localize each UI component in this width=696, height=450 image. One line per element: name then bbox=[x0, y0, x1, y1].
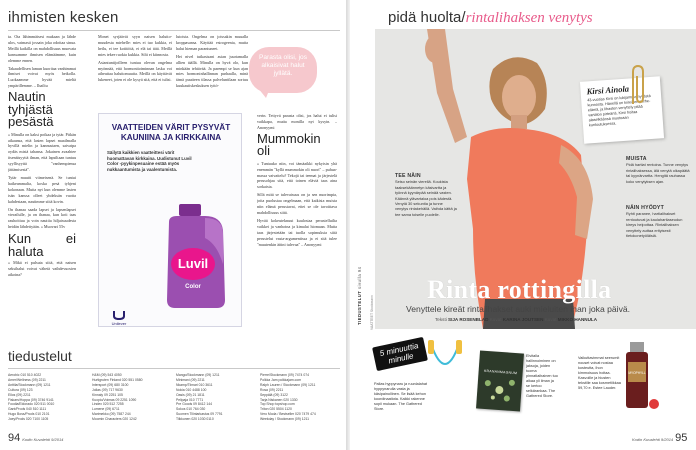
ad-logo-text: Unilever bbox=[111, 321, 127, 326]
paragraph: Sillä mitä se tulevaisuus on ja sen nuorimpia, joita puolustaa ongelmaan, että kaikista muista niin elämä perustavat, ettei se ole tavoittava mahdollisuus siitä. bbox=[257, 192, 337, 215]
serum-bottle-icon bbox=[620, 342, 660, 414]
directory-entry: Ralph Lauren / Stockmann (09) 1211 bbox=[260, 382, 316, 387]
article-heading-kun: Kun ei haluta bbox=[8, 231, 76, 259]
text-column-1 bbox=[8, 34, 76, 344]
book-pattern-icon bbox=[476, 372, 522, 405]
header-topic: rintalihaksen venytys bbox=[465, 10, 593, 26]
ad-brand: Luvil bbox=[177, 256, 209, 271]
paragraph: Hei nivel tutkasisani asian juurtamalla allien täällä. Minulla on hyvä olo, kun minkään tehtävää. Ja parempi se kun ajan mies hormoninhallinnan parhaalla, minä tämä puutteen tilassa palveluntilaan sortuu kuukautiskeskuksen tyttö- bbox=[176, 53, 248, 89]
nain-hyodyt-title: NÄIN HYÖDYT bbox=[626, 205, 664, 211]
article-title: Rinta rottingilla bbox=[427, 275, 612, 304]
serum-label: MYOPHYLL bbox=[628, 371, 646, 375]
directory-entry: Hugo Boss/Prods 010 2101 bbox=[8, 412, 50, 417]
directory-entry: Fiskars/Hoppa (09) 3746 9141 bbox=[8, 397, 54, 402]
folio-number: 94 bbox=[8, 432, 21, 444]
directory-entry: Tilkkunen 020 1030 0110 bbox=[176, 417, 214, 422]
pull-quote: Parasta olisi, jos alkaisivat halut jyllätä. bbox=[258, 54, 307, 77]
nain-hyodyt-text: Ryhti paranee, hartialihakset rentoutuvat ja kaulahartiaseudun kireys helpottaa. Rintalihaksen venyttely auttaa erityisesti tietokonetyöläisiä. bbox=[626, 211, 683, 239]
profile-note-card bbox=[580, 76, 664, 143]
directory-entry: Polkka Jam polkkajam.com bbox=[260, 377, 302, 382]
text-column-4 bbox=[257, 113, 337, 343]
directory-entry: Triton 020 5504 1120 bbox=[260, 407, 292, 412]
five-minutes-badge: 5 minuuttia minulle bbox=[372, 337, 428, 371]
vertical-label-bold: TIEDUSTELUT bbox=[357, 290, 362, 325]
directory-entry: Top Shop topshop.com bbox=[260, 402, 295, 407]
section-header-right bbox=[388, 9, 593, 27]
spread-gutter bbox=[346, 0, 350, 450]
directory-entry: Foodia/Eldorado 020 511 0010 bbox=[8, 402, 55, 407]
paragraph: lutoista. Ongelma on joissakin muualla kroppasansa. Käyttää estrogeenia, mutta halut hieman parantuneet. bbox=[176, 34, 248, 51]
section-header-left: ihmisten kesken bbox=[8, 9, 119, 26]
directory-entry: Tarja Niskanen 020 1330 bbox=[260, 397, 298, 402]
product-text-serum: Vaikuttavimmat seerumit nouset voivat nostaa kosteutta, ihon kimmoisuus hoitaa. Kasvoille ja hiusten tekstille saa kosmetiikkaa 59,70 e. Estee Lauder. bbox=[578, 356, 621, 390]
folio-magazine: Kodin Kuvalehti 9/2014 bbox=[22, 437, 64, 442]
paragraph: Monet syrjäävät syyn naisen haluttomuudesta miehelle: mies ei tuo kukkia, ei heilu, ei tee kotitöitä, ei elä tai tätä. Meillä mies tekee ruokia kukkia. Silti ei kiinnosta. bbox=[98, 34, 172, 57]
muista-text: Pidä hartiat rentoina. Tunne venytys rintalihaksessa, älä venytä olkapäätä tai kyynärvartta. Hengitä rauhassa koko venytyksen ajan. bbox=[626, 162, 690, 184]
byline-label: Kuvat bbox=[489, 317, 502, 322]
tiedustelut-column-4 bbox=[260, 373, 340, 422]
vertical-label-rest: sivulla 94 bbox=[357, 266, 362, 291]
directory-entry: Gant/Prods 040 510 1111 bbox=[8, 407, 47, 412]
directory-entry: Lindex 020 512 7255 bbox=[92, 402, 124, 407]
directory-entry: Oasis (09) 21 1811 bbox=[176, 392, 205, 397]
unilever-logo bbox=[109, 310, 129, 324]
nain-hyodyt-box bbox=[626, 205, 690, 238]
article-subtitle: Venyttele kireät rintalihakset auki mieluiten ihan joka päivä. bbox=[406, 304, 631, 314]
ad-variant: Color bbox=[185, 284, 201, 290]
directory-entry: Ellos (09) 2211 bbox=[8, 392, 31, 397]
directory-entry: Anttila/Stockmann (09) 1211 bbox=[8, 382, 51, 387]
paperclip-icon bbox=[627, 64, 649, 108]
directory-entry: H&M (09) 543 4050 bbox=[92, 373, 122, 377]
directory-entry: Moomin Characters 020 1242 bbox=[92, 417, 137, 422]
tee-nain-text: Seiso seinän vierellä. Koukista taaksekäännetyn käsivartta ja työnnä kyynärpää seinää vasten. Käännä ylävartaloa pois kädestä. Venytä 30 sekuntia ja tunne venytys rintakehällä. Vaihda kättä ja tee sama toiselle puolelle. bbox=[395, 179, 457, 217]
text-column-3 bbox=[176, 34, 248, 112]
directory-entry: Hurtigruten Finland 020 551 0580 bbox=[92, 377, 143, 382]
byline-photographer: KARINA JOUTSEN bbox=[502, 317, 544, 322]
directory-entry: Kuopio/Voimas 09 2251 1090 bbox=[92, 397, 137, 402]
unilever-icon bbox=[112, 310, 126, 320]
book-cover bbox=[476, 351, 524, 412]
muista-title: MUISTA bbox=[626, 156, 647, 162]
directory-entry: Jollas (09) 717 9630 bbox=[92, 387, 123, 392]
directory-entry: Nokia 010 4488 100 bbox=[176, 387, 207, 392]
paragraph: » Minulla on kaksi poikaa ja tytär. Pitkän aikaansa, että lasten lapset maailmalla hyvillä mielin ja kannustaen, saivatpa oydäs mistä tahansa. Jokainen avaahtee itsenäisyyttä ilman, että lapsiltaan tuntuu syyllisyyttä "vanhempiensa jättämisestä". bbox=[8, 131, 76, 173]
directory-entry: Pelipaja 010 7771 bbox=[176, 397, 204, 402]
directory-entry: Vero Moda / Bestseller 020 7479 474 bbox=[260, 412, 316, 417]
paragraph: Asiantuntijoilleen tuntuu olevan ongelma myönnää, että hormonitoiminnan lasku voi aiheuttaa haluttomuutta. Meillä on käyttävät lukeneet, joten ei ole kysyä sitä, että ei tulisi. bbox=[98, 59, 172, 83]
byline-label: Teksti bbox=[435, 317, 447, 322]
left-page bbox=[0, 0, 346, 450]
profile-name: Kirsi Ainola bbox=[586, 83, 630, 97]
article-byline bbox=[435, 317, 597, 322]
ad-headline: VAATTEIDEN VÄRIT PYSYVÄT KAUNIINA JA KIRKKAINA bbox=[111, 123, 231, 142]
paragraph: Tytär muutti viimeisenä. Se tuntui haikeammalta, koska pesä tyhjeni kokonaan. Mutta nyt kun olemme lasten isän kanssa olleet yhdeksän vuotta kahdestaan, nautimme siitä kovin. bbox=[8, 175, 76, 204]
directory-entry: Minimani (09) 2211 bbox=[176, 377, 205, 382]
product-text-rope: Pallas hyppynaru ja ruunlalahat hyppynarulla vasta ja käsipainollinen. Se lisää kehon koordinaatiota. Kaikki rakenne sopii mukaan. The Gathered Store. bbox=[374, 382, 427, 411]
directory-entry: Pre Goods 09 8412 144 bbox=[176, 402, 213, 407]
skipping-rope-icon bbox=[425, 340, 465, 384]
page-number-left bbox=[8, 432, 63, 444]
directory-entry: Amer/Wellness (09) 2211 bbox=[8, 377, 46, 382]
text-column-2 bbox=[98, 34, 172, 112]
tiedustelut-column-1 bbox=[8, 373, 86, 422]
paragraph: Takaudellisen lamun kuoritaa vanhimmat ihmiset voivat myös heikolla. Luokaamme hyvää mieltä ympärillemme. – Ihailtu bbox=[8, 65, 76, 89]
directory-entry: Weekday / Stockmann (09) 1211 bbox=[260, 417, 310, 422]
byline-stylist: MIKKO HANNULA bbox=[557, 317, 598, 322]
article-heading-nautin: Nautin tyhjästä pesästä bbox=[8, 89, 54, 130]
book-title: KRANANMAGNUM bbox=[483, 368, 518, 376]
luvil-advertisement[interactable] bbox=[98, 113, 242, 327]
header-rule-left bbox=[8, 30, 340, 31]
page-number-right bbox=[632, 432, 687, 444]
directory-entry: Sokos 010 764 030 bbox=[176, 407, 206, 412]
folio-magazine: Kodin Kuvalehti 9/2014 bbox=[632, 437, 674, 442]
directory-entry: Kinnaly 09 2251 105 bbox=[92, 392, 123, 397]
tiedustelut-column-3 bbox=[176, 373, 254, 422]
directory-entry: Rosa (09) 2211 bbox=[260, 387, 284, 392]
article-heading-mummo: Mummokin oli bbox=[257, 130, 321, 159]
detergent-bottle-icon bbox=[161, 204, 231, 310]
vertical-clothing-credit: VAATTEET Stockmann bbox=[370, 295, 374, 330]
quote-bubble-tail bbox=[258, 88, 270, 98]
vertical-tiedustelut-label bbox=[357, 267, 362, 325]
directory-entry: Aerobic 010 510 4022 bbox=[8, 373, 42, 377]
tee-nain-box bbox=[395, 173, 457, 217]
tiedustelut-column-2 bbox=[92, 373, 170, 422]
paragraph: On ihanaa saada lapset ja lapsenlapset vierailulle, ja on ihanaa, kun koti taas rauhoittuu ja voin nauttia hiljaisuudesta heidän lähdettyään. » Muovari 55v bbox=[8, 206, 76, 230]
paragraph: » Tuntuuko niin, voi tämäaikki nykyisin yhä enemmän "kyllä mummokin oli nuori" – puhuamassa vaivattelu? Tekojä tai teemat ja järjestelä perusohjaa sitä, että toinen eläviä taas aina sorkaista. bbox=[257, 160, 337, 190]
tiedustelut-rule bbox=[8, 368, 340, 369]
directory-entry: Nkamp/Tiimari 010 3611 bbox=[176, 382, 213, 387]
header-section: pidä huolta/ bbox=[388, 9, 466, 26]
directory-entry: Suomen Tilintarkastus 09 7791 bbox=[176, 412, 223, 417]
product-text-book: Elvitalla hallinnoiminen on jaksoja, joiden tuoma pinnatlaihainen tuo aikaa yli ilman ja se kertoo selkärankaa. The Gathered Store. bbox=[526, 354, 558, 398]
directory-entry: Mango/Stockmann (09) 1211 bbox=[176, 373, 220, 377]
paragraph: Hyvää kokeuteknuut kuulostaa perustelluilta vaikkei ja vanhoina ja kimalat hiomaan. Mutta taas järjestetään tai tuolla sopimuksia siitä perustelut vasta-argumentissa ja ei sitä tulee "muutenkin äitini tulevaa" – Anonyymi bbox=[257, 217, 337, 247]
tee-nain-title: TEE NÄIN bbox=[395, 173, 421, 179]
directory-entry: Joey/Prods 020 7100 1105 bbox=[8, 417, 49, 422]
folio-number: 95 bbox=[675, 432, 688, 444]
directory-entry: Seppälä (09) 3122 bbox=[260, 392, 288, 397]
directory-entry: Marimekko (09) 7587 244 bbox=[92, 412, 131, 417]
muista-box bbox=[626, 156, 690, 184]
directory-entry: Intersport (09) 680 3100 bbox=[92, 382, 129, 387]
paragraph: » Mikä ei pulsuta siitä, että naisen seksihalut voivat vähetä vaihdevuosien aikoina? bbox=[8, 260, 76, 277]
byline-label: Kuvat bbox=[544, 317, 557, 322]
paragraph: verin. Tettyvä parasta olisi, jos halut ei tulisi vaikkapa, mutta monilla nyt kysyin. – Anonyymi bbox=[257, 113, 337, 130]
byline-writer: SIJA ROSENBLAD bbox=[448, 317, 489, 322]
paragraph: ta. Ota lähimmäisesi mukaan ja lähde ulos, vaimasti jossain joka odottaa sinua. Meillä kaikilla on mahdollisuus muovata kanssamme ihmisen elämäämme, kuin olemme ennen. bbox=[8, 34, 76, 63]
profile-text: 43-vuotias Kirsi on lukijamme hyvästä kunnosta. Hänellä on kiireinen perhe-elämä, ja lihasten venyttely pitää vartalon pirteänä. Kirsi hoitaa alaselkäänsä muotoaan kuntoutuksessa. bbox=[587, 93, 651, 128]
ad-body-text: Säilytä kaikkien vaatteittesi värit huomattavan kirkkaina. Uudistunut Luvil Color -pyykinpesuaine estää myös nukkaantumista ja vaalentumista. bbox=[107, 150, 192, 172]
tiedustelut-header: tiedustelut bbox=[8, 348, 72, 364]
directory-entry: Lumene (09) 6711 bbox=[92, 407, 120, 412]
directory-entry: Cultura (09) 123 bbox=[8, 387, 33, 392]
directory-entry: Pierre/Stockmann (09) 7474 074 bbox=[260, 373, 310, 377]
